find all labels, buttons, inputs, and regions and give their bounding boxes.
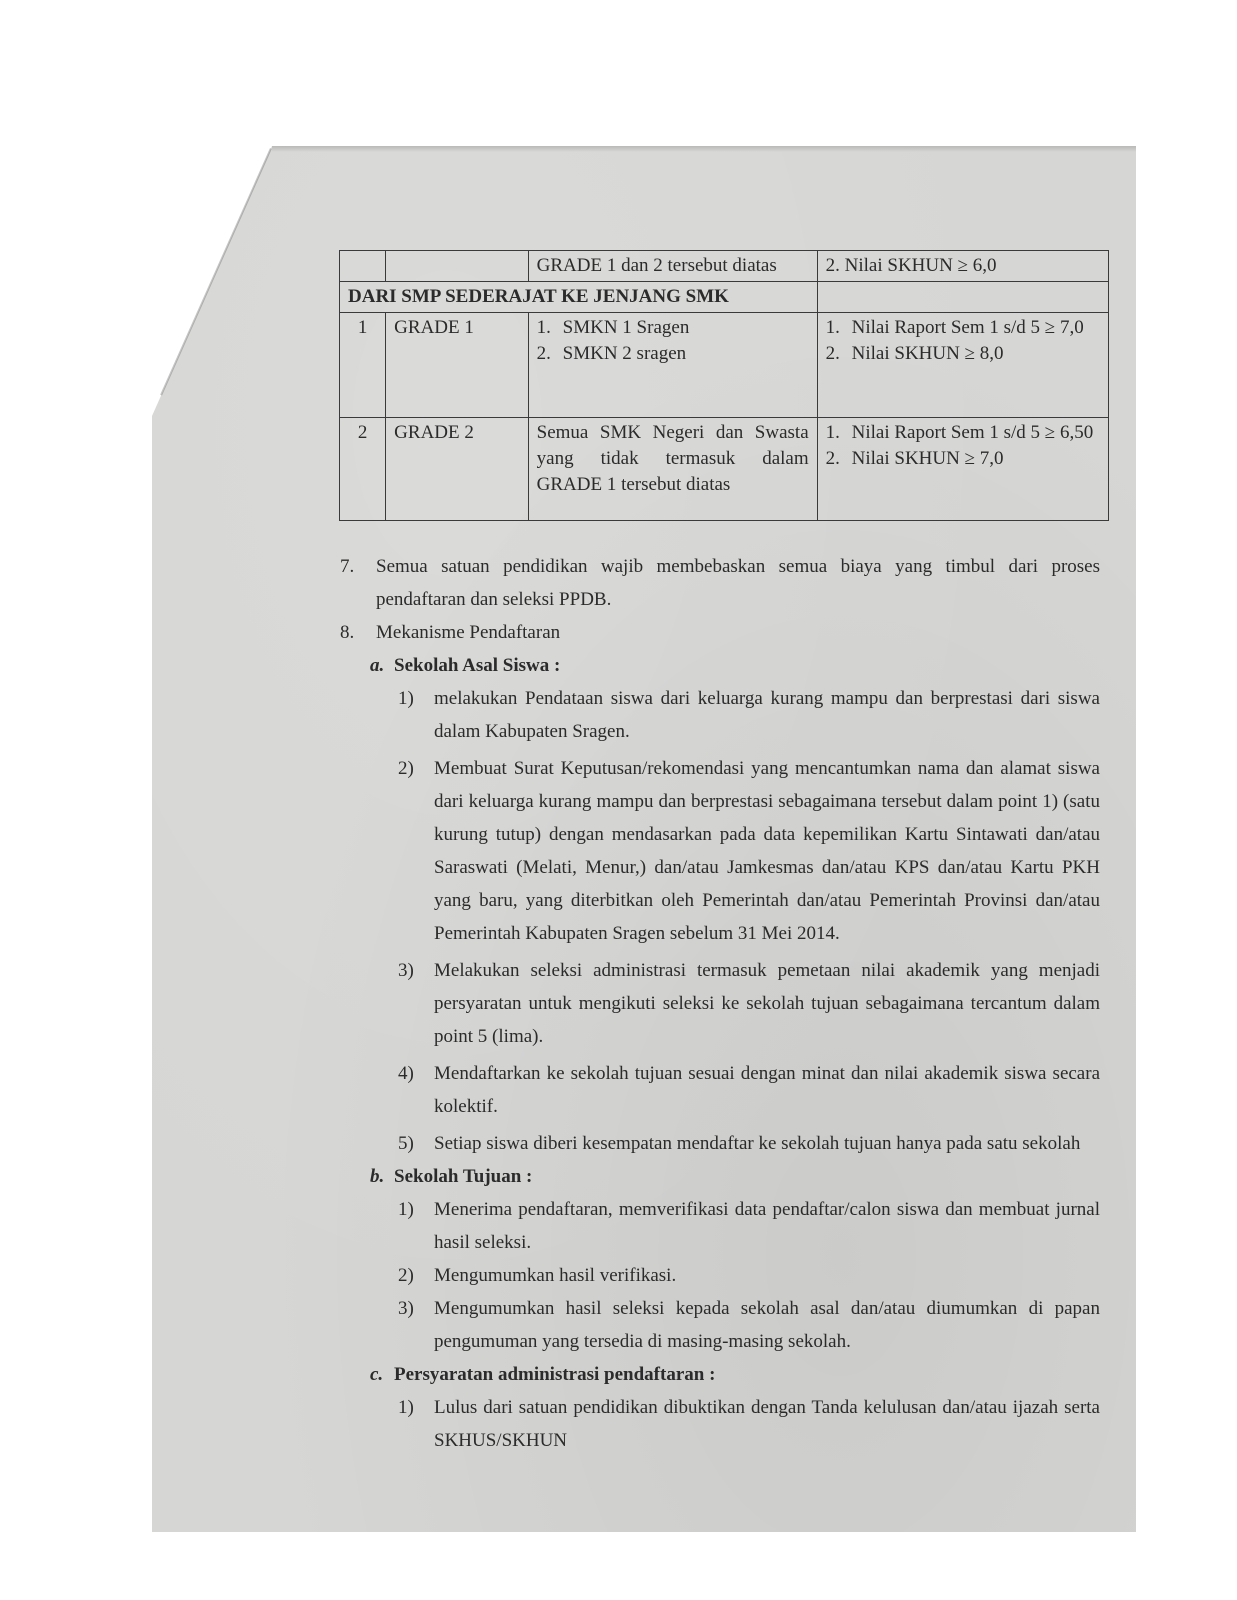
- list-item: 1. Nilai Raport Sem 1 s/d 5 ≥ 7,0: [825, 317, 1084, 338]
- list-item: 2. Nilai SKHUN ≥ 7,0: [825, 448, 1004, 469]
- section-heading: a. Sekolah Asal Siswa :: [370, 655, 561, 676]
- grade-label: GRADE 2: [386, 418, 528, 521]
- list-item: 2) Mengumumkan hasil verifikasi.: [398, 1265, 677, 1286]
- table-cell: 2. Nilai SKHUN ≥ 6,0: [817, 251, 1108, 282]
- section-heading: c. Persyaratan administrasi pendaftaran :: [370, 1364, 716, 1385]
- list-item: 2. SMKN 2 sragen: [536, 343, 687, 364]
- table-row: [340, 313, 1109, 418]
- list-item: 2. Nilai SKHUN ≥ 8,0: [825, 343, 1004, 364]
- criteria-list: [817, 418, 1108, 521]
- school-list: [528, 313, 817, 418]
- list-item: 8. Mekanisme Pendaftaran: [340, 622, 561, 643]
- list-item: 1) melakukan Pendataan siswa dari keluarga kurang mampu dan berprestasi dari siswa dalam Kabupaten Sragen.: [398, 688, 1100, 742]
- section-header: DARI SMP SEDERAJAT KE JENJANG SMK: [340, 282, 818, 313]
- row-number: 1: [340, 313, 386, 418]
- list-item: 2) Membuat Surat Keputusan/rekomendasi yang mencantumkan nama dan alamat siswa dari keluarga kurang mampu dan berprestasi sebagaimana tersebut dalam point 1) (satu kurung tutup) dengan mendasarkan pada data kepemilikan Kartu Sintawati dan/atau Saraswati (Melati, Menur,) dan/atau Jamkesmas dan/atau KPS dan/atau Kartu PKH yang baru, yang diterbitkan oleh Pemerintah dan/atau Pemerintah Provinsi dan/atau Pemerintah Kabupaten Sragen sebelum 31 Mei 2014.: [398, 758, 1100, 944]
- table-cell: [817, 282, 1108, 313]
- table-row: [340, 418, 1109, 521]
- grade-table: [339, 250, 1109, 521]
- list-item: 1. SMKN 1 Sragen: [536, 317, 690, 338]
- table-cell: [340, 251, 386, 282]
- table-row: [340, 251, 1109, 282]
- section-heading: b. Sekolah Tujuan :: [370, 1166, 533, 1187]
- document-body: [340, 550, 1100, 1457]
- list-item: 3) Mengumumkan hasil seleksi kepada sekolah asal dan/atau diumumkan di papan pengumuman yang tersedia di masing-masing sekolah.: [398, 1298, 1100, 1352]
- list-item: 1. Nilai Raport Sem 1 s/d 5 ≥ 6,50: [825, 422, 1094, 443]
- list-item: 1) Menerima pendaftaran, memverifikasi data pendaftar/calon siswa dan membuat jurnal hasil seleksi.: [398, 1199, 1100, 1253]
- paper-top-edge: [272, 146, 1136, 152]
- list-item: 7. Semua satuan pendidikan wajib membebaskan semua biaya yang timbul dari proses pendaftaran dan seleksi PPDB.: [340, 556, 1100, 610]
- table-cell: [386, 251, 528, 282]
- row-number: 2: [340, 418, 386, 521]
- list-item: 3) Melakukan seleksi administrasi termasuk pemetaan nilai akademik yang menjadi persyaratan untuk mengikuti seleksi ke sekolah tujuan sebagaimana tercantum dalam point 5 (lima).: [398, 960, 1100, 1047]
- school-description: Semua SMK Negeri dan Swasta yang tidak termasuk dalam GRADE 1 tersebut diatas: [528, 418, 817, 521]
- table-cell: GRADE 1 dan 2 tersebut diatas: [528, 251, 817, 282]
- grade-label: GRADE 1: [386, 313, 528, 418]
- table-section-header-row: [340, 282, 1109, 313]
- list-item: 1) Lulus dari satuan pendidikan dibuktikan dengan Tanda kelulusan dan/atau ijazah serta SKHUS/SKHUN: [398, 1397, 1100, 1451]
- list-item: 5) Setiap siswa diberi kesempatan mendaftar ke sekolah tujuan hanya pada satu sekolah: [398, 1133, 1081, 1154]
- list-item: 4) Mendaftarkan ke sekolah tujuan sesuai dengan minat dan nilai akademik siswa secara kolektif.: [398, 1063, 1100, 1117]
- criteria-list: [817, 313, 1108, 418]
